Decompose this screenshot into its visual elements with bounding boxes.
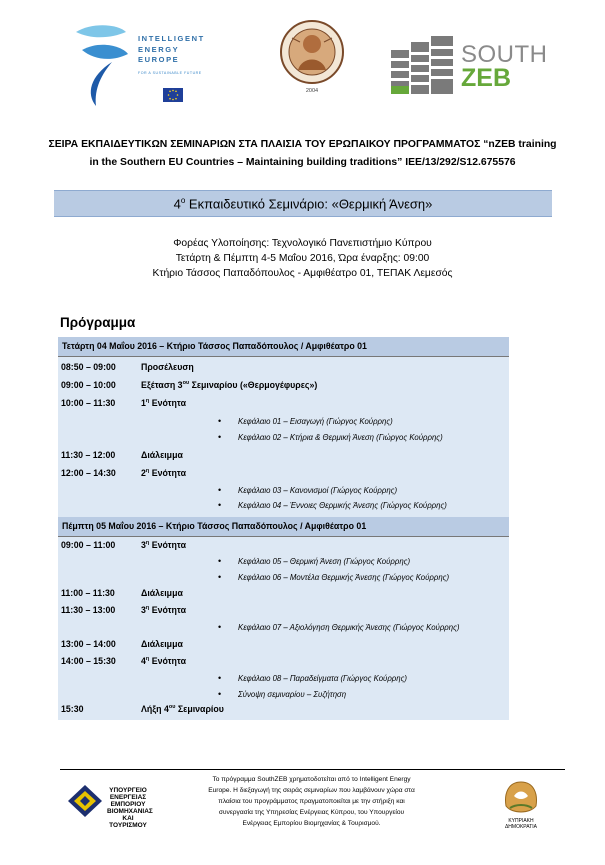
day2-header: Πέμπτη 05 Μαΐου 2016 – Κτήριο Τάσσος Παπαδόπουλος / Αμφιθέατρο 01 [58, 517, 509, 536]
southzeb-building-icon [389, 36, 457, 94]
university-seal-year: 2004 [305, 88, 319, 94]
ministry-emblem-icon [64, 781, 106, 821]
list-item: • Κεφάλαιο 04 – Έννοιες Θερμικής Άνεσης (Γιώργος Κούρρης) [218, 500, 447, 510]
iee-tagline: FOR A SUSTAINABLE FUTURE [138, 71, 202, 75]
seminar-title: $4^o$ Εκπαιδευτικό Σεμινάριο: «Θερμική Άνεση» [173, 196, 433, 212]
southzeb-wordmark-zeb: ZEB [461, 64, 511, 92]
series-title: ΣΕΙΡΑ ΕΚΠΑΙΔΕΥΤΙΚΩΝ ΣΕΜΙΝΑΡΙΩΝ ΣΤΑ ΠΛΑΙΣΙΑ ΤΟΥ ΕΡΩΠΑΙΚΟΥ ΠΡΟΓΡΑΜΜΑΤΟΣ “nZEB training in the Southern EU Countries – Maintaining building traditions” IEE/13/292/S12.675576 [48, 139, 557, 168]
southzeb-logo [389, 36, 554, 98]
university-seal-logo [276, 18, 348, 100]
list-item: • Κεφάλαιο 03 – Κανονισμοί (Γιώργος Κούρρης) [218, 485, 398, 495]
schedule-row: 09:00 – 10:00 Εξέταση $3^{o\upsilon}$ Σεμιναρίου («Θερμογέφυρες») [61, 380, 318, 390]
southzeb-wordmark-south: SOUTH [461, 41, 548, 68]
list-item: • Κεφάλαιο 08 – Παραδείγματα (Γιώργος Κούρρης) [218, 673, 407, 683]
day2-schedule [58, 537, 509, 720]
cyprus-emblem-icon [496, 778, 546, 818]
schedule-row: 12:00 – 14:30 $2^\eta$ Ενότητα [61, 468, 187, 478]
schedule-row: 14:00 – 15:30 $4^\eta$ Ενότητα [61, 656, 187, 666]
list-item: • Σύνοψη σεμιναρίου – Συζήτηση [218, 689, 347, 699]
schedule-row: 13:00 – 14:00 Διάλειμμα [61, 639, 183, 649]
seminar-title-bar [54, 190, 552, 217]
schedule-row: 11:30 – 12:00 Διάλειμμα [61, 450, 183, 460]
day1-schedule [58, 357, 509, 517]
list-item: • Κεφάλαιο 07 – Αξιολόγηση Θερμικής Άνεσης (Γιώργος Κούρρης) [218, 622, 460, 632]
date-time-line: Τετάρτη & Πέμπτη 4-5 Μαΐου 2016, Ώρα έναρξης: 09:00 [175, 253, 430, 264]
program-heading: Πρόγραμμα [60, 315, 136, 330]
organizer-line: Φορέας Υλοποίησης: Τεχνολογικό Πανεπιστήμιο Κύπρου [173, 238, 432, 249]
iee-wordmark: INTELLIGENT ENERGY EUROPE [138, 34, 205, 64]
list-item: • Κεφάλαιο 06 – Μοντέλα Θερμικής Άνεσης (Γιώργος Κούρρης) [218, 572, 450, 582]
list-item: • Κεφάλαιο 01 – Εισαγωγή (Γιώργος Κούρρης) [218, 416, 393, 426]
schedule-row: 08:50 – 09:00 Προσέλευση [61, 362, 194, 372]
venue-line: Κτήριο Τάσσος Παπαδόπουλος - Αμφιθέατρο 01, ΤΕΠΑΚ Λεμεσός [152, 268, 453, 279]
ministry-logo: ΥΠΟΥΡΓΕΙΟ ΕΝΕΡΓΕΙΑΣ ΕΜΠΟΡΙΟΥ ΒΙΟΜΗΧΑΝΙΑΣ ΚΑΙ ΤΟΥΡΙΣΜΟΥ [64, 781, 131, 821]
schedule-row: 11:30 – 13:00 $3^\eta$ Ενότητα [61, 605, 187, 615]
intelligent-energy-europe-logo [72, 22, 237, 110]
schedule-row: 11:00 – 11:30 Διάλειμμα [61, 588, 183, 598]
schedule-row: 10:00 – 11:30 $1^\eta$ Ενότητα [61, 398, 187, 408]
footer-divider [60, 769, 565, 770]
iee-swirl-icon [72, 22, 132, 110]
seminar-info [40, 236, 565, 281]
list-item: • Κεφάλαιο 02 – Κτήρια & Θερμική Άνεση (Γιώργος Κούρρης) [218, 432, 443, 442]
university-seal-icon [276, 18, 348, 88]
schedule-row: 15:30 Λήξη $4^{o\upsilon}$ Σεμιναρίου [61, 704, 224, 714]
schedule-row: 09:00 – 11:00 $3^\eta$ Ενότητα [61, 540, 187, 550]
cyprus-republic-logo: ΚΥΠΡΙΑΚΗ ΔΗΜΟΚΡΑΤΙΑ [496, 778, 546, 822]
footer-funding-note: Το πρόγραμμα SouthZEB χρηματοδοτείται από το Intelligent Energy Europe. Η διεξαγωγή της σειράς σεμιναρίων που λαμβάνουν χώρα στα πλαίσια του προγράμματος πραγματοποιείται με την στήριξη και συνεργασία της Υπηρεσίας Ενέργειας Κύπρου, του Υπουργείου Ενέργειας Εμπορίου Βιομηχανίας & Τουρισμού. [208, 776, 415, 827]
day1-header: Τετάρτη 04 Μαΐου 2016 – Κτήριο Τάσσος Παπαδόπουλος / Αμφιθέατρο 01 [58, 337, 509, 356]
list-item: • Κεφάλαιο 05 – Θερμική Άνεση (Γιώργος Κούρρης) [218, 556, 411, 566]
eu-flag-icon [163, 88, 183, 102]
